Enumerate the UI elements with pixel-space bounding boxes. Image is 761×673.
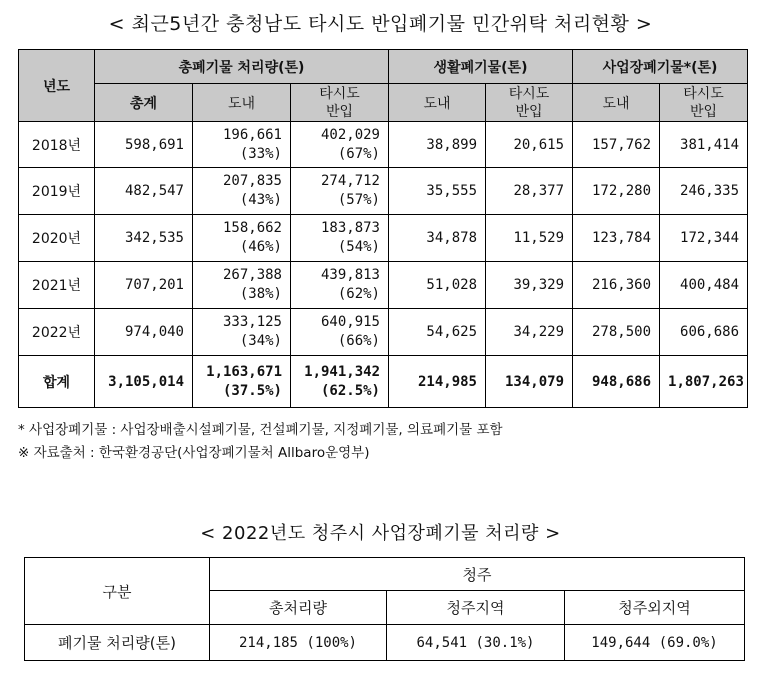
header-business-out bbox=[660, 84, 748, 122]
row-household-out: 28,377 bbox=[486, 168, 573, 215]
header-household-out-line1: 타시도 bbox=[508, 85, 550, 102]
row-business-in: 278,500 bbox=[573, 309, 660, 356]
totals-row bbox=[19, 356, 748, 408]
row-out-value: 402,029 bbox=[320, 126, 380, 143]
row-in-pct: (43%) bbox=[239, 192, 282, 208]
row-year: 2019년 bbox=[19, 168, 95, 215]
cheongju-waste-table bbox=[24, 557, 745, 661]
totals-in-pct: (37.5%) bbox=[222, 382, 282, 399]
header-outside-cheongju: 청주외지역 bbox=[565, 591, 745, 625]
header-group-business: 사업장폐기물*(톤) bbox=[573, 50, 748, 84]
value-outside: 149,644 (69.0%) bbox=[565, 625, 745, 661]
row-business-out: 381,414 bbox=[660, 122, 748, 168]
row-household-in: 35,555 bbox=[389, 168, 486, 215]
row-in bbox=[193, 262, 291, 309]
header-city: 청주 bbox=[210, 558, 745, 591]
row-out-pct: (66%) bbox=[337, 333, 380, 349]
row-business-out: 172,344 bbox=[660, 215, 748, 262]
row-household-out: 20,615 bbox=[486, 122, 573, 168]
row-out-value: 183,873 bbox=[320, 220, 380, 236]
row-in-pct: (34%) bbox=[239, 333, 282, 349]
value-total: 214,185 (100%) bbox=[210, 625, 387, 661]
row-in-pct: (38%) bbox=[239, 286, 282, 302]
row-household-in: 38,899 bbox=[389, 122, 486, 168]
row-household-in: 51,028 bbox=[389, 262, 486, 309]
table-row bbox=[19, 262, 748, 309]
totals-business-out: 1,807,263 bbox=[660, 356, 748, 408]
header-cheongju-area: 청주지역 bbox=[387, 591, 565, 625]
row-out-pct: (67%) bbox=[337, 145, 380, 162]
table1-title: < 최근5년간 충청남도 타시도 반입폐기물 민간위탁 처리현황 > bbox=[108, 13, 653, 35]
row-out-pct: (62%) bbox=[337, 286, 380, 302]
header-category: 구분 bbox=[25, 558, 210, 625]
row-household-out: 11,529 bbox=[486, 215, 573, 262]
table-row bbox=[19, 215, 748, 262]
row-household-out: 39,329 bbox=[486, 262, 573, 309]
header-year: 년도 bbox=[19, 50, 95, 122]
row-total: 974,040 bbox=[95, 309, 193, 356]
header-household-in: 도내 bbox=[389, 84, 486, 122]
row-business-in: 172,280 bbox=[573, 168, 660, 215]
row-business-out: 606,686 bbox=[660, 309, 748, 356]
row-year: 2018년 bbox=[19, 122, 95, 168]
row-total: 482,547 bbox=[95, 168, 193, 215]
waste-processing-table bbox=[18, 49, 748, 408]
header-sub-in: 도내 bbox=[193, 84, 291, 122]
header-business-in: 도내 bbox=[573, 84, 660, 122]
totals-in bbox=[193, 356, 291, 408]
row-business-in: 157,762 bbox=[573, 122, 660, 168]
footnote-source: ※ 자료출처 : 한국환경공단(사업장폐기물처 Allbaro운영부) bbox=[18, 445, 370, 461]
row-out bbox=[291, 168, 389, 215]
header-total-processing: 총처리량 bbox=[210, 591, 387, 625]
row-year: 2021년 bbox=[19, 262, 95, 309]
row-out bbox=[291, 215, 389, 262]
row-out-value: 640,915 bbox=[320, 314, 380, 330]
totals-out bbox=[291, 356, 389, 408]
value-cheongju: 64,541 (30.1%) bbox=[387, 625, 565, 661]
row-total: 342,535 bbox=[95, 215, 193, 262]
footnote-business-waste: * 사업장폐기물 : 사업장배출시설폐기물, 건설폐기물, 지정폐기물, 의료폐기물 포함 bbox=[18, 422, 503, 438]
row-household-in: 54,625 bbox=[389, 309, 486, 356]
header-business-out-line2: 반입 bbox=[689, 103, 718, 120]
header-household-out-line2: 반입 bbox=[515, 103, 543, 120]
row-out-value: 439,813 bbox=[320, 267, 380, 283]
row-year: 2020년 bbox=[19, 215, 95, 262]
totals-household-out: 134,079 bbox=[486, 356, 573, 408]
table-row bbox=[19, 309, 748, 356]
totals-household-in: 214,985 bbox=[389, 356, 486, 408]
header-sub-total: 총계 bbox=[95, 84, 193, 122]
row-in bbox=[193, 122, 291, 168]
header-business-out-line1: 타시도 bbox=[683, 85, 724, 102]
header-group-total: 총폐기물 처리량(톤) bbox=[95, 50, 389, 84]
totals-out-value: 1,941,342 bbox=[304, 363, 380, 380]
header-sub-out-line2: 반입 bbox=[325, 103, 354, 120]
row-household-out: 34,229 bbox=[486, 309, 573, 356]
row-in-pct: (46%) bbox=[239, 239, 282, 255]
row-label: 폐기물 처리량(톤) bbox=[25, 625, 210, 661]
table-row bbox=[25, 625, 745, 661]
row-year: 2022년 bbox=[19, 309, 95, 356]
row-out bbox=[291, 122, 389, 168]
row-business-out: 400,484 bbox=[660, 262, 748, 309]
row-in-value: 207,835 bbox=[222, 173, 282, 189]
row-business-in: 216,360 bbox=[573, 262, 660, 309]
row-in bbox=[193, 168, 291, 215]
table-row bbox=[19, 122, 748, 168]
row-out-value: 274,712 bbox=[320, 173, 380, 189]
row-in-value: 158,662 bbox=[222, 220, 282, 236]
row-out bbox=[291, 262, 389, 309]
row-in-pct: (33%) bbox=[239, 145, 282, 162]
row-in bbox=[193, 309, 291, 356]
row-out-pct: (57%) bbox=[337, 192, 380, 208]
totals-total: 3,105,014 bbox=[95, 356, 193, 408]
row-household-in: 34,878 bbox=[389, 215, 486, 262]
table2-title: < 2022년도 청주시 사업장폐기물 처리량 > bbox=[200, 523, 561, 544]
row-in bbox=[193, 215, 291, 262]
table-row bbox=[19, 168, 748, 215]
totals-in-value: 1,163,671 bbox=[206, 363, 282, 380]
totals-out-pct: (62.5%) bbox=[320, 382, 380, 399]
header-group-household: 생활폐기물(톤) bbox=[389, 50, 573, 84]
row-in-value: 333,125 bbox=[222, 314, 282, 330]
row-business-in: 123,784 bbox=[573, 215, 660, 262]
header-sub-out-line1: 타시도 bbox=[319, 85, 360, 102]
row-out bbox=[291, 309, 389, 356]
totals-label: 합계 bbox=[19, 356, 95, 408]
header-sub-out bbox=[291, 84, 389, 122]
row-in-value: 196,661 bbox=[222, 126, 282, 143]
row-total: 598,691 bbox=[95, 122, 193, 168]
totals-business-in: 948,686 bbox=[573, 356, 660, 408]
row-in-value: 267,388 bbox=[222, 267, 282, 283]
row-total: 707,201 bbox=[95, 262, 193, 309]
row-out-pct: (54%) bbox=[337, 239, 380, 255]
header-household-out bbox=[486, 84, 573, 122]
row-business-out: 246,335 bbox=[660, 168, 748, 215]
